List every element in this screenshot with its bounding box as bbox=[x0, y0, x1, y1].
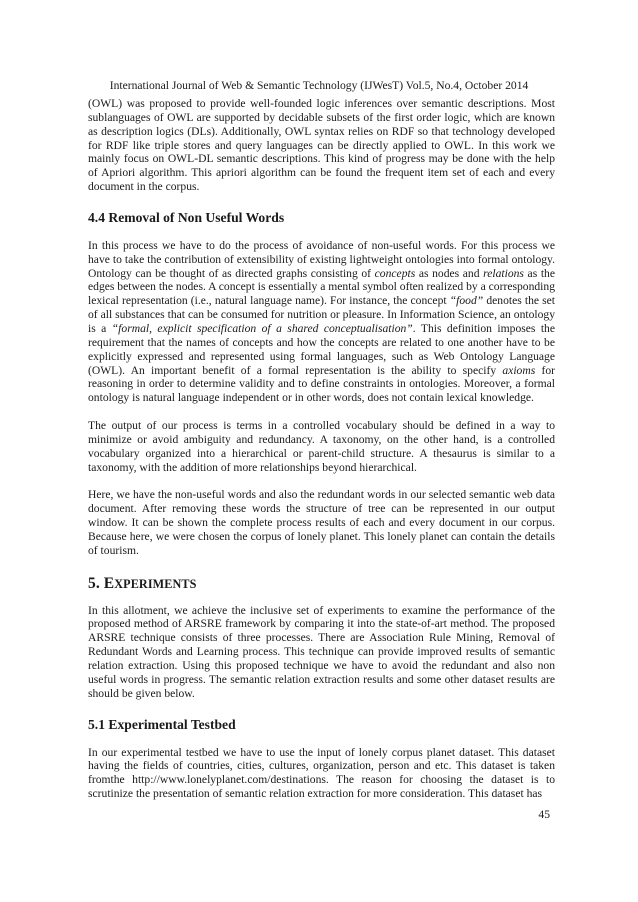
section-5-1-heading: 5.1 Experimental Testbed bbox=[88, 716, 236, 732]
section-4-4-heading: 4.4 Removal of Non Useful Words bbox=[88, 209, 285, 225]
section-4-4-paragraph-1: In this process we have to do the process of avoidance of non-useful words. For this process we have to take the contribution of extensibility of existing lightweight ontologies into formal ontology. Ontology can be thought of as directed graphs consisting of concepts as nodes and relations as the edges between the nodes. A concept is essentially a mental symbol often realized by a corresponding lexical representation (i.e., natural language name). For instance, the concept “food” denotes the set of all substances that can be consumed for nutrition or pleasure. In Information Science, an ontology is a “formal, explicit specification of a shared conceptualisation”. This definition imposes the requirement that the names of concepts and how the concepts are related to one another have to be explicitly expressed and represented using formal languages, such as Web Ontology Language (OWL). An important benefit of a formal representation is the ability to specify axioms for reasoning in order to determine validity and to define constraints in ontologies. Moreover, a formal ontology is natural language independent or in other words, does not contain lexical knowledge. bbox=[88, 238, 556, 405]
running-head: International Journal of Web & Semantic Technology (IJWesT) Vol.5, No.4, October 2014 bbox=[109, 79, 529, 92]
intro-paragraph: (OWL) was proposed to provide well-founded logic inferences over semantic descriptions. Most sublanguages of OWL are supported by decidable subsets of the first order logic, which are known as description logics (DLs). Additionally, OWL syntax relies on RDF so that technology developed for RDF like triple stores and query languages can be directly applied to OWL. In this work we mainly focus on OWL-DL semantic descriptions. This kind of progress may be done with the help of Apriori algorithm. This apriori algorithm can be found the frequent item set of each and every document in the corpus. bbox=[88, 97, 555, 194]
section-4-4-paragraph-3: Here, we have the non-useful words and also the redundant words in our selected semantic web data document. After removing these words the structure of tree can be represented in our output window. It can be shown the complete process results of each and every document in our corpus. Because here, we were chosen the corpus of lonely planet. This lonely planet can contain the details of tourism. bbox=[88, 488, 555, 557]
section-4-4-paragraph-2: The output of our process is terms in a controlled vocabulary should be defined in a way to minimize or avoid ambiguity and redundancy. A taxonomy, on the other hand, is a controlled vocabulary organized into a hierarchical or parent-child structure. A thesaurus is similar to a taxonomy, with the addition of more relationships beyond hierarchical. bbox=[88, 419, 555, 474]
page-body bbox=[88, 97, 555, 801]
section-5-paragraph-1: In this allotment, we achieve the inclusive set of experiments to examine the performance of the proposed method of ARSRE framework by comparing it into the state-of-art method. The proposed ARSRE technique consists of three processes. There are Association Rule Mining, Removal of Redundant Words and Learning process. This technique can provide improved results of semantic relation extraction. Using this proposed technique we have to avoid the redundant and also non useful words in progress. The semantic relation extraction results and some other dataset results are should be given below. bbox=[88, 603, 555, 700]
section-5-heading: 5. EXPERIMENTS bbox=[88, 574, 197, 592]
section-5-1-paragraph-1: In our experimental testbed we have to use the input of lonely corpus planet dataset. This dataset having the fields of countries, cities, cultures, organization, person and etc. This dataset is taken fromthe http://www.lonelyplanet.com/destinations. The reason for choosing the dataset is to scrutinize the presentation of semantic relation extraction for more consideration. This dataset has bbox=[88, 745, 555, 801]
page-number: 45 bbox=[538, 808, 550, 821]
